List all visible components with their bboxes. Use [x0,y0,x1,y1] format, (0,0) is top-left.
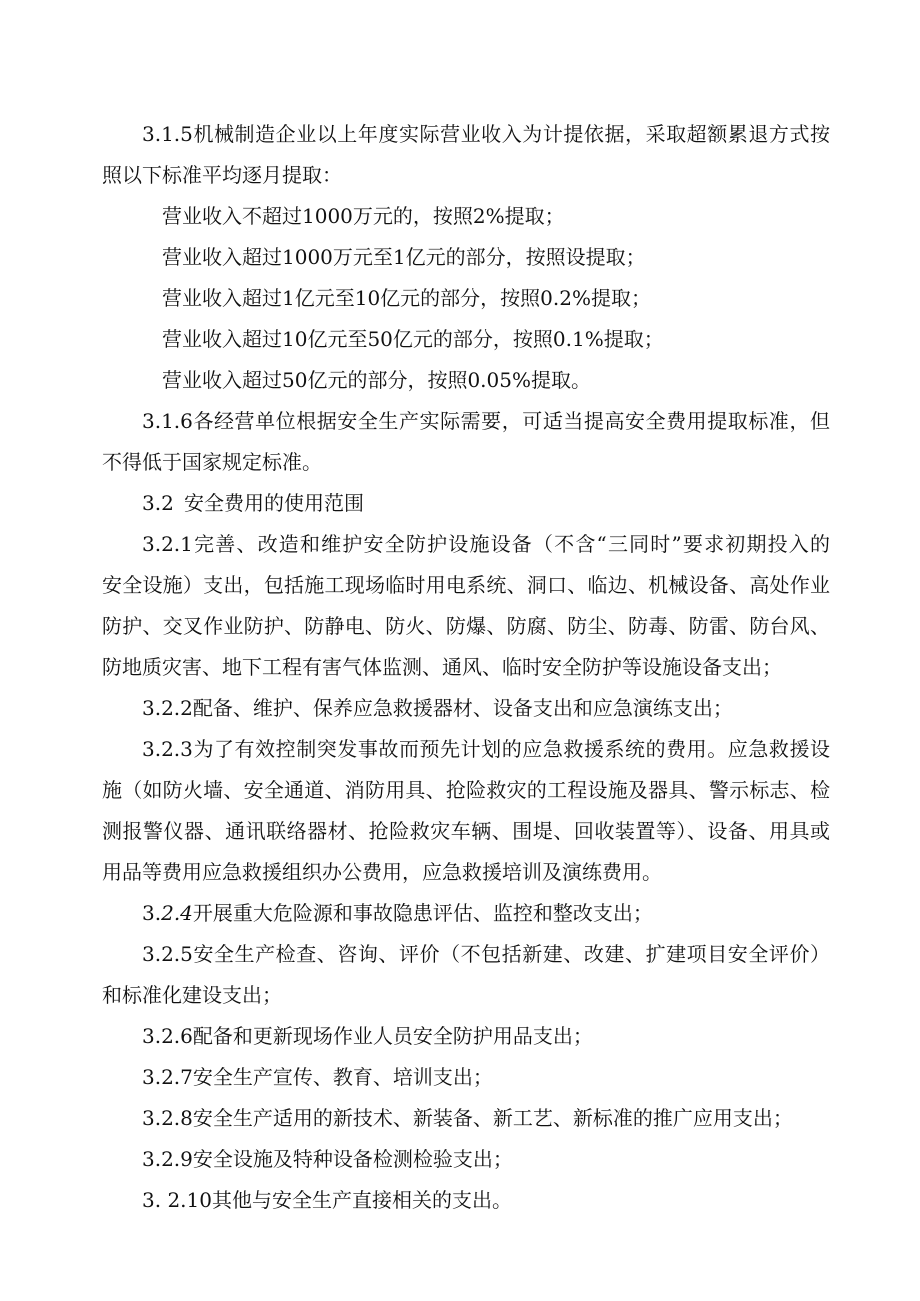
paragraph-3-1-6-line-2: 不得低于国家规定标准。 [102,450,322,474]
tier-item: 营业收入超过10亿元至50亿元的部分，按照0.1%提取； [162,327,664,351]
paragraph-3-2-9: 3.2.9安全设施及特种设备检测检验支出； [142,1147,513,1171]
tier-item: 营业收入超过1亿元至10亿元的部分，按照0.2%提取； [162,286,651,310]
paragraph-3-2-1-line-4: 防地质灾害、地下工程有害气体监测、通风、临时安全防护等设施设备支出； [102,655,782,679]
paragraph-3-2-1-line-3: 防护、交叉作业防护、防静电、防火、防爆、防腐、防尘、防毒、防雷、防台风、 [102,614,830,638]
paragraph-3-2-1-line-2: 安全设施）支出，包括施工现场临时用电系统、洞口、临边、机械设备、高处作业 [102,573,830,597]
clause-number-prefix: 3. [142,901,162,925]
paragraph-3-2-3-line-4: 用品等费用应急救援组织办公费用，应急救援培训及演练费用。 [102,860,662,884]
section-title: 安全费用的使用范围 [184,491,364,515]
tier-item: 营业收入不超过1000万元的，按照2%提取； [162,204,565,228]
paragraph-3-2-3-line-1: 3.2.3为了有效控制突发事故而预先计划的应急救援系统的费用。应急救援设 [142,737,830,761]
clause-number-italic: 2.4 [161,901,193,925]
paragraph-3-2-8: 3.2.8安全生产适用的新技术、新装备、新工艺、新标准的推广应用支出； [142,1106,793,1130]
clause-text: 开展重大危险源和事故隐患评估、监控和整改支出； [192,901,653,925]
paragraph-3-2-5-line-2: 和标准化建设支出； [102,983,282,1007]
paragraph-3-2-1-line-1: 3.2.1完善、改造和维护安全防护设施设备（不含“三同时”要求初期投入的 [142,532,830,556]
paragraph-3-2-6: 3.2.6配备和更新现场作业人员安全防护用品支出； [142,1024,593,1048]
paragraph-3-2-7: 3.2.7安全生产宣传、教育、培训支出； [142,1065,493,1089]
paragraph-3-2-2: 3.2.2配备、维护、保养应急救援器材、设备支出和应急演练支出； [142,696,733,720]
section-number: 3.2 [142,491,174,515]
section-heading-3-2 [102,483,830,524]
tier-item: 营业收入超过50亿元的部分，按照0.05%提取。 [162,368,591,392]
paragraph-3-2-10: 3. 2.10其他与安全生产直接相关的支出。 [142,1188,512,1212]
paragraph-3-1-5-line-2: 照以下标准平均逐月提取： [102,163,342,187]
document-body [102,114,830,1221]
paragraph-3-2-4 [102,893,830,934]
paragraph-3-1-6-line-1: 3.1.6各经营单位根据安全生产实际需要，可适当提高安全费用提取标准，但 [142,409,830,433]
paragraph-3-2-3-line-3: 测报警仪器、通讯联络器材、抢险救灾车辆、围堤、回收装置等）、设备、用具或 [102,819,830,843]
paragraph-3-2-3-line-2: 施（如防火墙、安全通道、消防用具、抢险救灾的工程设施及器具、警示标志、检 [102,778,830,802]
paragraph-3-2-5-line-1: 3.2.5安全生产检查、咨询、评价（不包括新建、改建、扩建项目安全评价） [142,942,830,966]
paragraph-3-1-5-line-1: 3.1.5机械制造企业以上年度实际营业收入为计提依据，采取超额累退方式按 [142,122,830,146]
tier-item: 营业收入超过1000万元至1亿元的部分，按照设提取； [162,245,646,269]
